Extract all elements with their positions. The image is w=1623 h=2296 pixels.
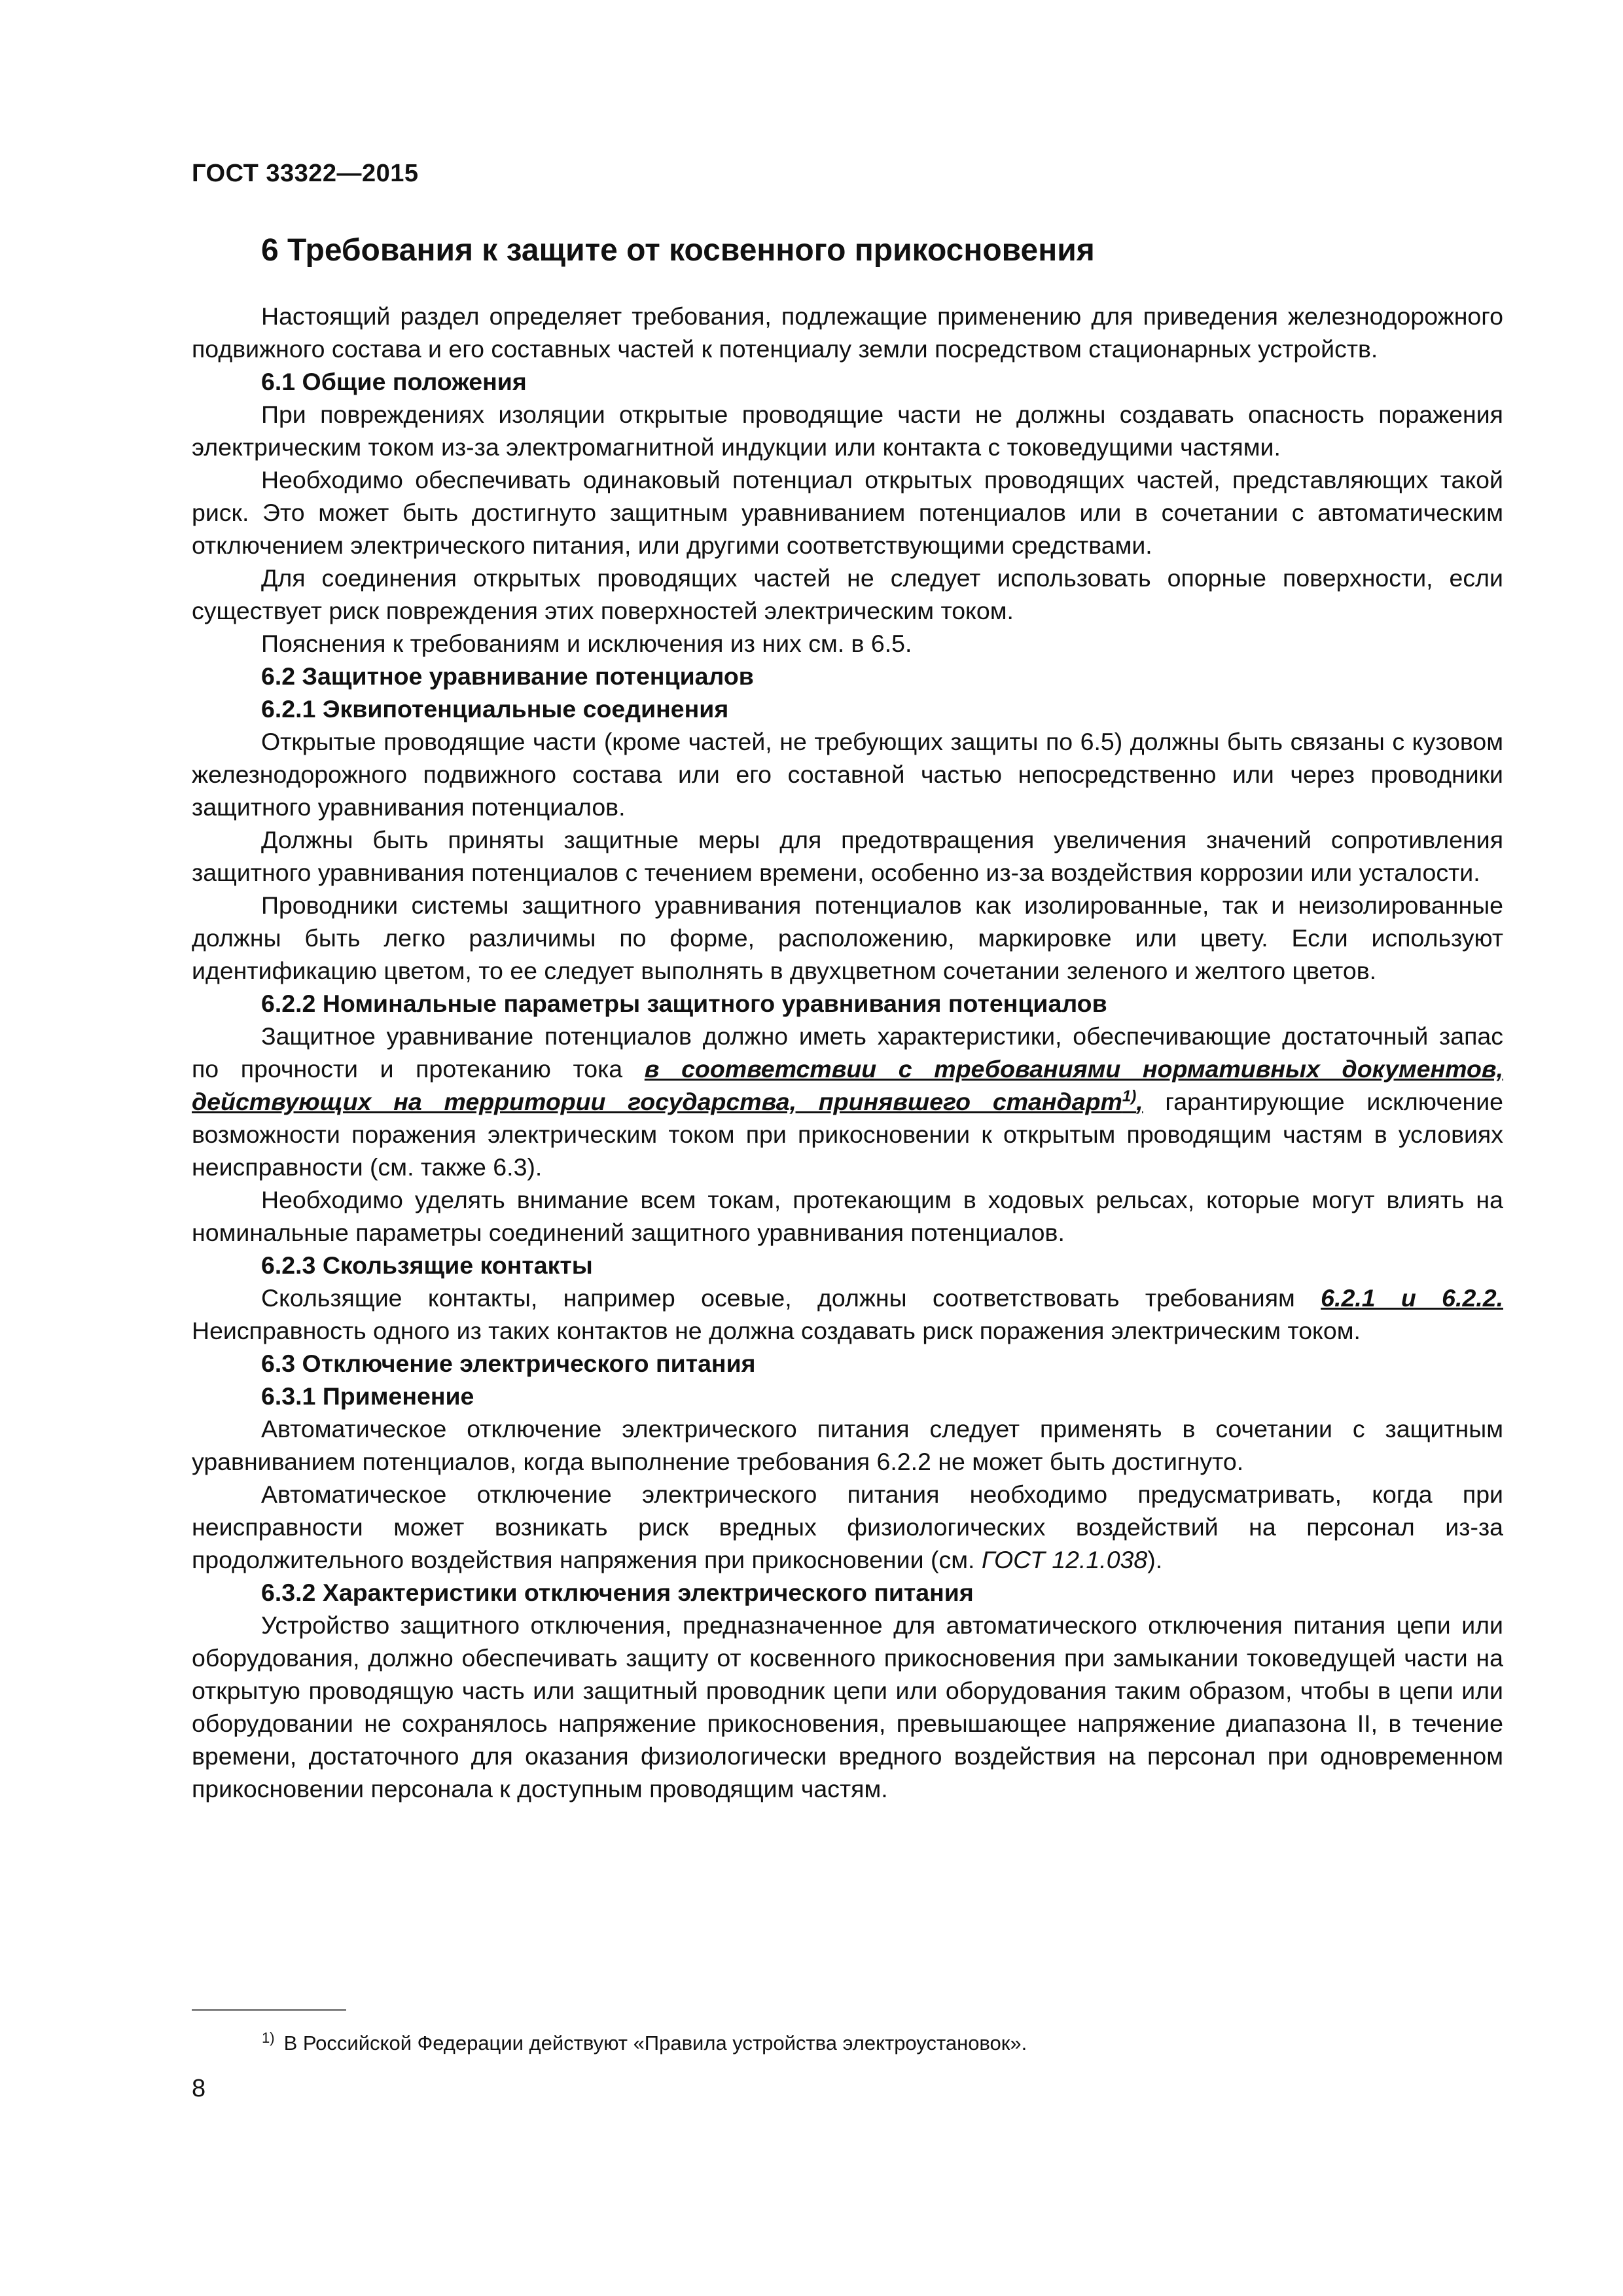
section-6-1-paragraph-3: Для соединения открытых проводящих частей не следует использовать опорные поверхности, если существует риск повреждения этих поверхностей электрическим током.: [192, 564, 1503, 624]
section-6-3-2-paragraph-1: Устройство защитного отключения, предназначенное для автоматического отключения питания цепи или оборудования, должно обеспечивать защиту от косвенного прикосновения при замыкании токоведущей части на открытую проводящую часть или защитный проводник цепи или оборудования таким образом, чтобы в цепи или оборудовании не сохранялось напряжение прикосновения, превышающее напряжение диапазона II, в течение времени, достаточного для оказания физиологически вредного воздействия на персонал при одновременном прикосновении персонала к доступным проводящим частям.: [192, 1611, 1503, 1803]
section-6-2-3-paragraph-1: [192, 1282, 1503, 1347]
section-6-2-3-heading: 6.2.3 Скользящие контакты: [261, 1251, 593, 1279]
section-6-3-1-paragraph-2: [192, 1478, 1503, 1576]
section-6-2-1-heading: 6.2.1 Эквипотенциальные соединения: [261, 695, 729, 723]
paragraph-text-end: ).: [1147, 1546, 1163, 1573]
section-6-1-heading: 6.1 Общие положения: [261, 368, 527, 395]
section-6-1-paragraph-2: Необходимо обеспечивать одинаковый потенциал открытых проводящих частей, представляющих такой риск. Это может быть достигнуто защитным уравниванием потенциалов или в сочетании с автоматическим отключением электрического питания, или другими соответствующими средствами.: [192, 466, 1503, 559]
footnote-mark: 1): [262, 2029, 275, 2046]
footnote-divider: [192, 2009, 346, 2011]
footnote-1: [262, 2030, 1499, 2056]
paragraph-text-start: Скользящие контакты, например осевые, должны соответствовать требованиям: [261, 1284, 1321, 1312]
section-6-3-1-paragraph-1: Автоматическое отключение электрического питания следует применять в сочетании с защитным уравниванием потенциалов, когда выполнение требования 6.2.2 не может быть достигнуто.: [192, 1415, 1503, 1475]
footnote-1-marker[interactable]: 1): [1122, 1087, 1137, 1105]
section-6-2-1-paragraph-2: Должны быть приняты защитные меры для предотвращения увеличения значений сопротивления защитного уравнивания потенциалов с течением времени, особенно из-за воздействия коррозии или усталости.: [192, 826, 1503, 886]
section-6-1-paragraph-1: При повреждениях изоляции открытые проводящие части не должны создавать опасность поражения электрическим током из-за электромагнитной индукции или контакта с токоведущими частями.: [192, 401, 1503, 461]
gost-12-1-038-reference: ГОСТ 12.1.038: [981, 1546, 1148, 1573]
section-6-title: 6 Требования к защите от косвенного прикосновения: [261, 233, 1095, 268]
paragraph-text-start: Автоматическое отключение электрического питания необходимо предусматривать, когда при неисправности может возникать риск вредных физиологических воздействий на персонал из-за продолжительного воздействия напряжения при прикосновении (см.: [192, 1480, 1503, 1573]
clause-6-2-1-6-2-2-reference[interactable]: 6.2.1 и 6.2.2.: [1321, 1284, 1503, 1312]
section-6-2-1-paragraph-1: Открытые проводящие части (кроме частей, не требующих защиты по 6.5) должны быть связаны с кузовом железнодорожного подвижного состава или его составной частью непосредственно или через проводники защитного уравнивания потенциалов.: [192, 728, 1503, 821]
page-number: 8: [192, 2075, 206, 2102]
section-6-2-2-paragraph-1: [192, 1020, 1503, 1183]
paragraph-text-end: гарантирующие исключение возможности поражения электрическим током при прикосновении к открытым проводящим частям в условиях неисправности (см. также 6.3).: [192, 1088, 1504, 1181]
reference-comma: ,: [1136, 1088, 1143, 1115]
document-body: [192, 229, 1503, 1805]
section-6-3-1-heading: 6.3.1 Применение: [261, 1382, 474, 1410]
footnote-text: В Российской Федерации действуют «Правила устройства электроустановок».: [283, 2032, 1027, 2054]
section-6-2-heading: 6.2 Защитное уравнивание потенциалов: [261, 662, 754, 690]
section-6-3-2-heading: 6.3.2 Характеристики отключения электрического питания: [261, 1579, 974, 1606]
reference-text: в соответствии с требованиями нормативных документов, действующих на территории государства, принявшего стандарт: [192, 1055, 1503, 1115]
paragraph-text-end: Неисправность одного из таких контактов не должна создавать риск поражения электрическим током.: [192, 1317, 1361, 1344]
section-6-2-2-heading: 6.2.2 Номинальные параметры защитного уравнивания потенциалов: [261, 990, 1107, 1017]
section-6-2-1-paragraph-3: Проводники системы защитного уравнивания потенциалов как изолированные, так и неизолированные должны быть легко различимы по форме, расположению, маркировке или цвету. Если используют идентификацию цветом, то ее следует выполнять в двухцветном сочетании зеленого и желтого цветов.: [192, 891, 1503, 984]
section-6-intro: Настоящий раздел определяет требования, подлежащие применению для приведения железнодорожного подвижного состава и его составных частей к потенциалу земли посредством стационарных устройств.: [192, 302, 1503, 363]
paragraph-text-start: Защитное уравнивание потенциалов должно иметь характеристики, обеспечивающие достаточный запас по прочности и протеканию тока: [192, 1022, 1503, 1083]
section-6-3-heading: 6.3 Отключение электрического питания: [261, 1350, 756, 1377]
section-6-2-2-paragraph-2: Необходимо уделять внимание всем токам, протекающим в ходовых рельсах, которые могут влиять на номинальные параметры соединений защитного уравнивания потенциалов.: [192, 1186, 1503, 1246]
section-6-1-paragraph-4: Пояснения к требованиям и исключения из них см. в 6.5.: [261, 630, 912, 657]
document-id-header: ГОСТ 33322—2015: [192, 160, 419, 187]
